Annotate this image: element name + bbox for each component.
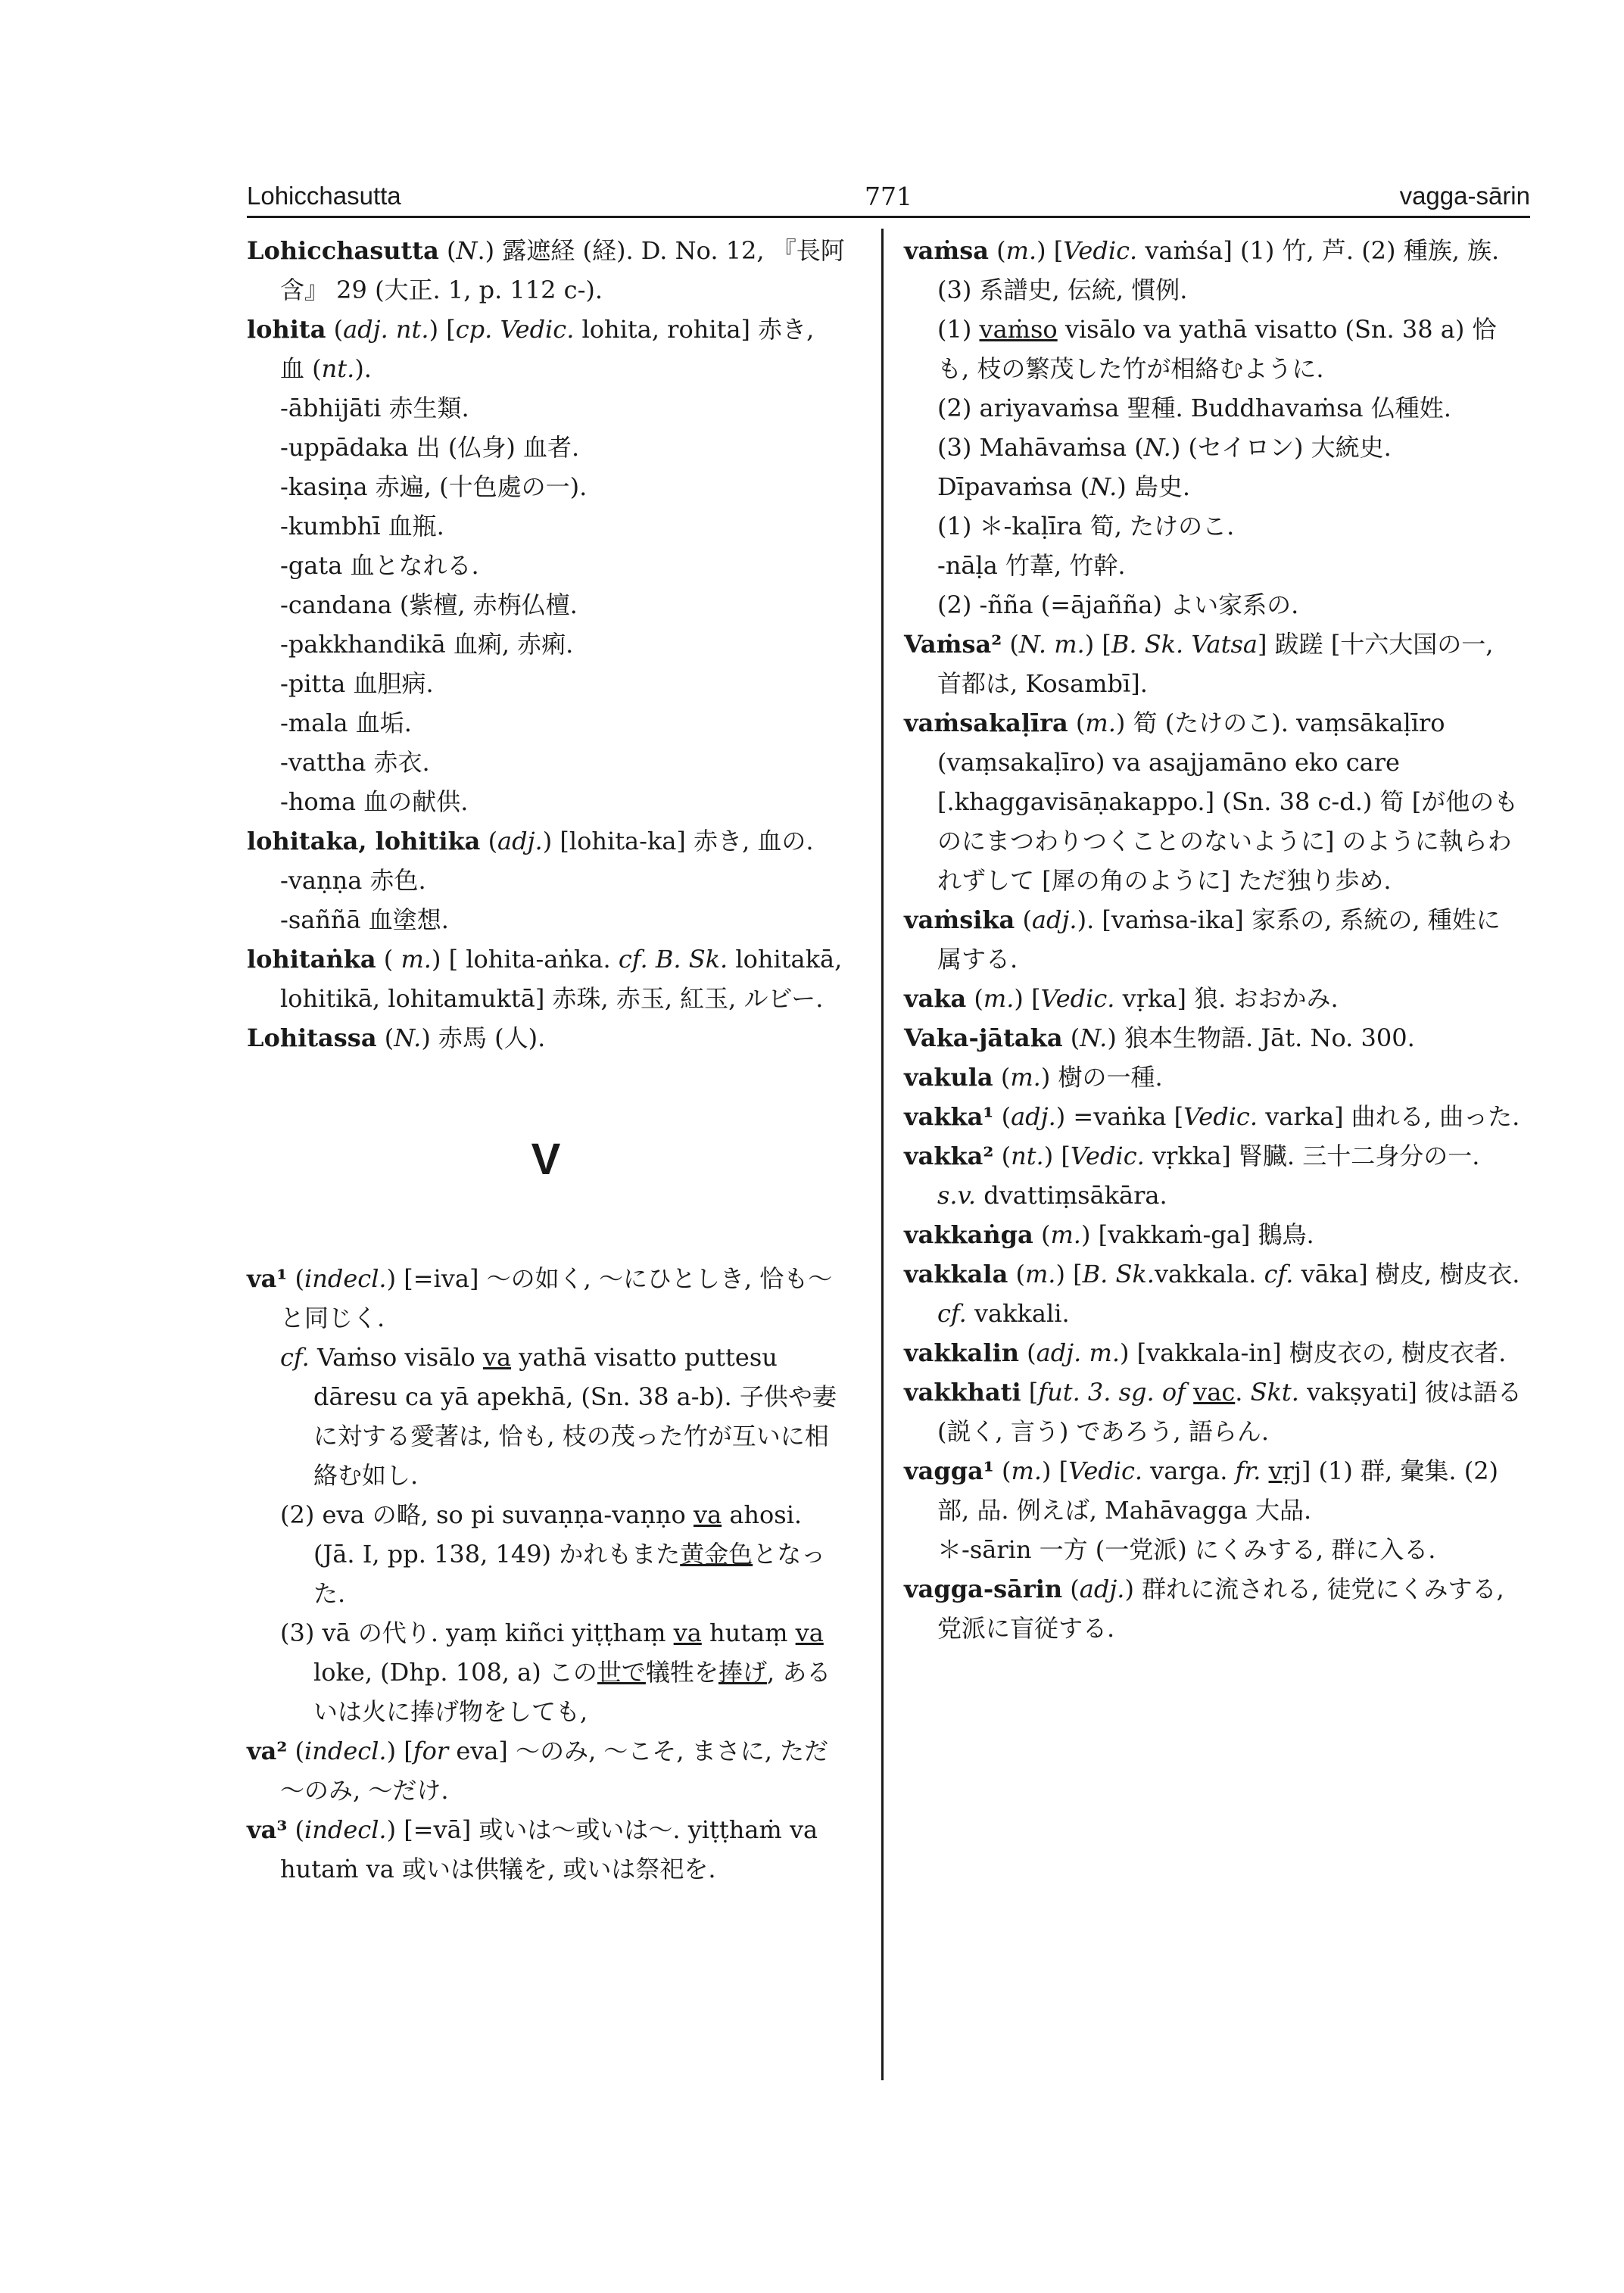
dictionary-entry: lohitaka, lohitika (adj.) [lohita-ka] 赤き, 血の. — [247, 827, 814, 855]
dictionary-entry: Lohitassa (N.) 赤馬 (人). — [247, 1023, 546, 1052]
entry-subline: (3) Mahāvaṁsa (N.) (セイロン) 大統史. Dīpavaṁsa (N.) 島史. — [937, 433, 1392, 501]
entry-subline: -mala 血垢. — [280, 709, 412, 737]
dictionary-entry: vakka² (nt.) [Vedic. vṛkka] 腎臓. 三十二身分の一. — [904, 1142, 1480, 1170]
entry-subline: (3) vā の代り. yaṃ kiñci yiṭṭhaṃ va hutaṃ va loke, (Dhp. 108, a) この世で犠牲を捧げ, あるいは火に捧げ物をしても, — [280, 1618, 831, 1726]
entry-subline: ＊-sārin 一方 (一党派) にくみする, 群に入る. — [937, 1535, 1436, 1564]
entry-subline: -vattha 赤衣. — [280, 748, 430, 777]
entry-subline: (2) ariyavaṁsa 聖種. Buddhavaṁsa 仏種姓. — [937, 394, 1451, 422]
dictionary-entry: vakkala (m.) [B. Sk.vakkala. cf. vāka] 樹皮, 樹皮衣. cf. vakkali. — [904, 1260, 1520, 1328]
entry-subline: -vaṇṇa 赤色. — [280, 866, 426, 895]
dictionary-entry: vaṁsika (adj.). [vaṁsa-ika] 家系の, 系統の, 種姓に属する. — [904, 905, 1501, 974]
entry-subline: cf. Vaṁso visālo va yathā visatto puttesu dāresu ca yā apekhā, (Sn. 38 a-b). 子供や妻に対する愛著は, 恰も, 枝の茂った竹が互いに相絡む如し. — [280, 1343, 837, 1490]
entry-subline: -candana (紫檀, 赤栴仏檀. — [280, 590, 578, 619]
section-letter: V — [531, 1135, 561, 1184]
entry-subline: -saññā 血塗想. — [280, 905, 449, 934]
dictionary-entry: vaṁsakaḷīra (m.) 筍 (たけのこ). vaṃsākaḷīro (vaṃsakaḷīro) va asajjamāno eko care [.khaggavisāṇakappo.] (Sn. 38 c-d.) 筍 [が他のものにまつわりつくことのないように] のように執らわれずして [犀の角のように] ただ独り歩め. — [904, 709, 1519, 895]
entry-subline: -pakkhandikā 血痢, 赤痢. — [280, 630, 574, 659]
dictionary-entry: vakula (m.) 樹の一種. — [904, 1063, 1163, 1092]
entry-subline: -homa 血の献供. — [280, 787, 469, 816]
entry-subline: (1) vaṁso visālo va yathā visatto (Sn. 38 a) 恰も, 枝の繁茂した竹が相絡むように. — [937, 315, 1497, 383]
entry-subline: -pitta 血胆病. — [280, 669, 434, 698]
entry-subline: (2) eva の略, so pi suvaṇṇa-vaṇṇo va ahosi. (Jā. I, pp. 138, 149) かれもまた黄金色となった. — [280, 1500, 826, 1608]
dictionary-entry: va² (indecl.) [for eva] ～のみ, ～こそ, まさに, ただ～のみ, ～だけ. — [247, 1737, 829, 1805]
column-divider — [881, 229, 884, 2080]
entry-subline: (1) ＊-kaḷīra 筍, たけのこ. — [937, 512, 1235, 541]
dictionary-entry: vakkhati [fut. 3. sg. of vac. Skt. vakṣyati] 彼は語る (説く, 言う) であろう, 語らん. — [904, 1378, 1522, 1446]
entry-subline: -gata 血となれる. — [280, 551, 479, 580]
dictionary-entry: va¹ (indecl.) [=iva] ～の如く, ～にひとしき, 恰も～と同じく. — [247, 1264, 833, 1332]
dictionary-entry: vagga-sārin (adj.) 群れに流される, 徒党にくみする, 党派に盲従する. — [904, 1575, 1504, 1643]
entry-subline: -kumbhī 血瓶. — [280, 512, 444, 541]
header-right-guideword: vagga-sārin — [1399, 182, 1530, 210]
right-column — [904, 231, 1522, 1648]
header-left-guideword: Lohicchasutta — [247, 182, 401, 210]
dictionary-entry: Vaka-jātaka (N.) 狼本生物語. Jāt. No. 300. — [904, 1023, 1415, 1052]
entry-subline: s.v. dvattiṃsākāra. — [937, 1181, 1167, 1210]
dictionary-entry: vakkaṅga (m.) [vakkaṁ-ga] 鵝鳥. — [904, 1220, 1314, 1249]
dictionary-entry: lohita (adj. nt.) [cp. Vedic. lohita, rohita] 赤き, 血 (nt.). — [247, 315, 815, 383]
entry-subline: -ābhijāti 赤生類. — [280, 394, 469, 422]
entry-subline: (2) -ñña (=ājañña) よい家系の. — [937, 590, 1299, 619]
entry-subline: -kasiṇa 赤遍, (十色處の一). — [280, 472, 588, 501]
page-number: 771 — [865, 182, 912, 211]
entry-subline: -nāḷa 竹葦, 竹幹. — [937, 551, 1126, 580]
dictionary-entry: lohitaṅka ( m.) [ lohita-aṅka. cf. B. Sk. lohitakā, lohitikā, lohitamuktā] 赤珠, 赤玉, 紅玉, ルビー. — [247, 945, 843, 1013]
dictionary-entry: Lohicchasutta (N.) 露遮経 (経). D. No. 12, 『長阿含』 29 (大正. 1, p. 112 c-). — [247, 236, 845, 304]
running-header — [247, 176, 1530, 218]
header-rule — [247, 216, 1530, 218]
dictionary-entry: vaṁsa (m.) [Vedic. vaṁśa] (1) 竹, 芦. (2) 種族, 族. (3) 系譜史, 伝統, 慣例. — [904, 236, 1500, 304]
dictionary-entry: vakka¹ (adj.) =vaṅka [Vedic. varka] 曲れる, 曲った. — [904, 1102, 1520, 1131]
left-column — [247, 231, 845, 1889]
dictionary-entry: Vaṁsa² (N. m.) [B. Sk. Vatsa] 跋蹉 [十六大国の一, 首都は, Kosambī]. — [904, 630, 1494, 698]
entry-subline: -uppādaka 出 (仏身) 血者. — [280, 433, 580, 462]
dictionary-entry: vagga¹ (m.) [Vedic. varga. fr. vṛj] (1) 群, 彙集. (2) 部, 品. 例えば, Mahāvagga 大品. — [904, 1456, 1499, 1525]
dictionary-entry: vaka (m.) [Vedic. vṛka] 狼. おおかみ. — [904, 984, 1339, 1013]
dictionary-entry: va³ (indecl.) [=vā] 或いは～或いは～. yiṭṭhaṁ va hutaṁ va 或いは供犠を, 或いは祭祀を. — [247, 1815, 818, 1883]
dictionary-entry: vakkalin (adj. m.) [vakkala-in] 樹皮衣の, 樹皮衣者. — [904, 1338, 1507, 1367]
